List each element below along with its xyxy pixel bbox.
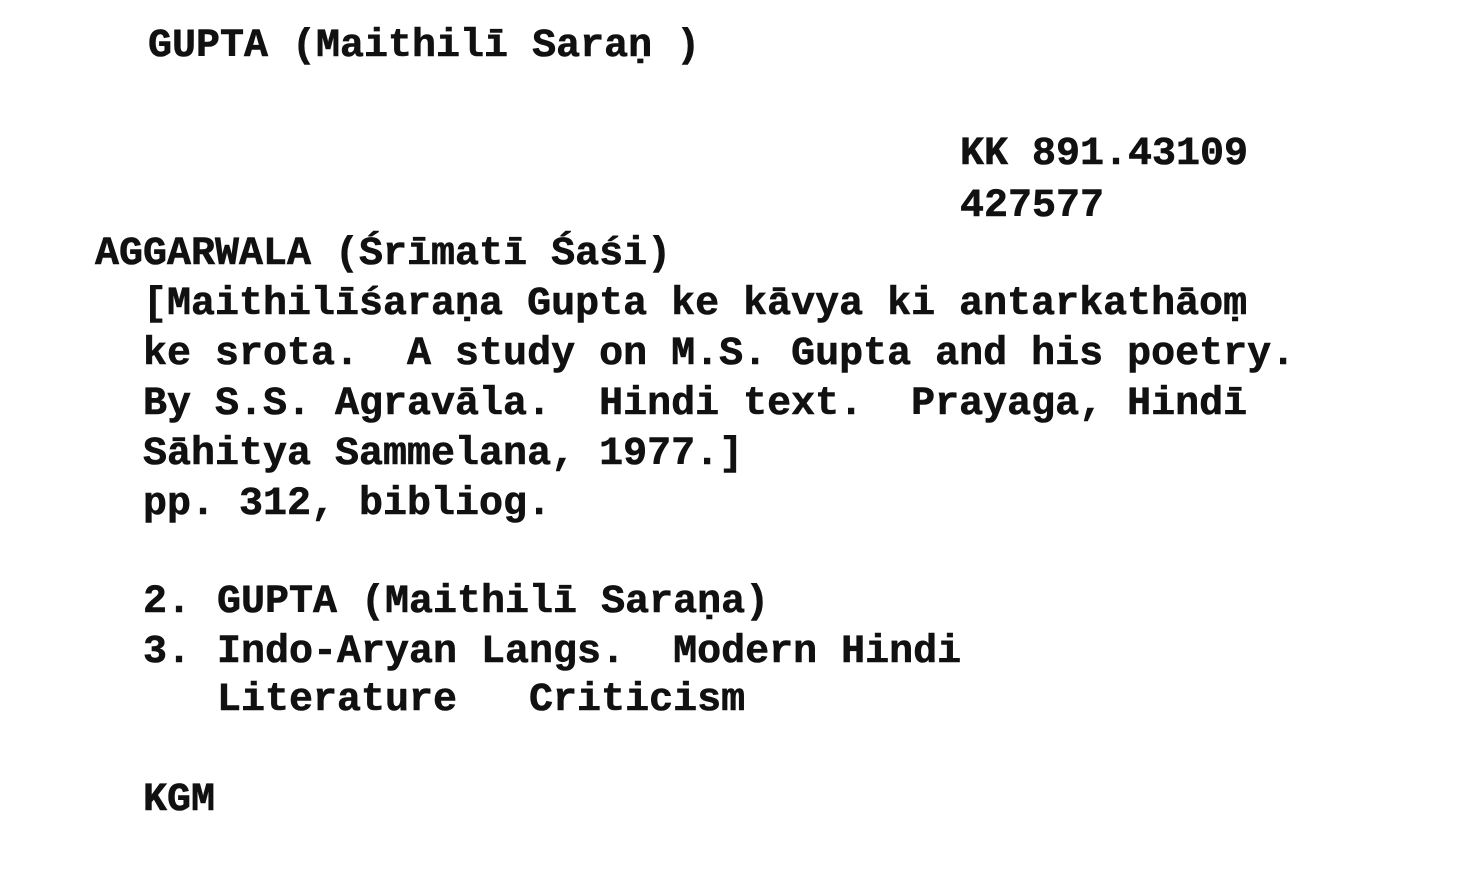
filing-heading: GUPTA (Maithilī Saraṇ ) [148,24,701,69]
tracing-text: GUPTA (Maithilī Saraṇa) [217,580,770,625]
title-line-1: [Maithilīśaraṇa Gupta ke kāvya ki antarkathāoṃ [143,282,1248,327]
imprint-line-1: By S.S. Agravāla. Hindi text. Prayaga, Hindī [143,382,1248,427]
collation-line: pp. 312, bibliog. [143,482,552,527]
cataloguer-initials: KGM [143,778,216,823]
tracing-number: 3. [143,630,192,675]
title-line-2: ke srota. A study on M.S. Gupta and his poetry. [143,332,1296,377]
tracing-number: 2. [143,580,192,625]
accession-number: 427577 [960,184,1105,229]
tracing-text: Indo-Aryan Langs. Modern Hindi [217,630,962,675]
classification-number: KK 891.43109 [960,132,1249,177]
author-heading: AGGARWALA (Śrīmatī Śaśi) [95,232,672,277]
imprint-line-2: Sāhitya Sammelana, 1977.] [143,432,744,477]
tracing-text: Literature Criticism [217,678,746,723]
